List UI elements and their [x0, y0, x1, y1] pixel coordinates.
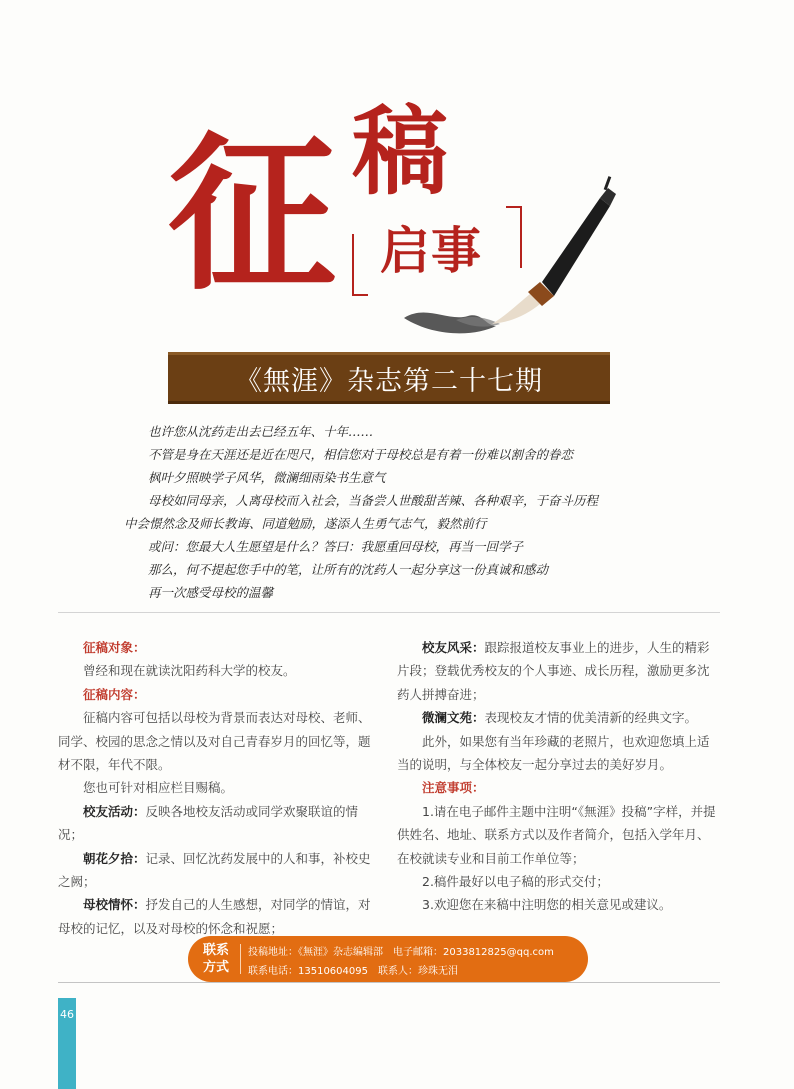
note-item: 2.稿件最好以电子稿的形式交付；: [422, 874, 609, 890]
text-alumni-activities: 反映各地校友活动或同学欢聚联谊的情况；: [58, 803, 359, 843]
title-char-zheng: 征: [168, 115, 332, 313]
section-alumni-profile: [397, 636, 719, 706]
section-memories: [58, 847, 372, 894]
poem-line: 母校如同母亲，人离母校而入社会，当备尝人世酸甜苦辣、各种艰辛，于奋斗历程: [148, 493, 599, 508]
section-head-notes: 注意事项：: [422, 780, 485, 796]
text-literary: 表现校友才情的优美清新的经典文字。: [484, 710, 698, 726]
contact-label: [198, 942, 234, 976]
poem-line: 也许您从沈药走出去已经五年、十年……: [148, 424, 374, 439]
text-memories: 记录、回忆沈药发展中的人和事，补校史之阙；: [58, 850, 371, 890]
section-alumni-activities: [58, 800, 372, 847]
section-head-target: 征稿对象：: [83, 640, 146, 655]
left-column: [58, 636, 372, 940]
brush-icon: [396, 176, 626, 346]
content-text-2: 您也可针对相应栏目赐稿。: [83, 780, 234, 796]
label-alma-mater: 母校情怀：: [83, 897, 146, 913]
note-item: 1.请在电子邮件主题中注明“《無涯》投稿”字样，并提供姓名、地址、联系方式以及作者简介，包括入学年月、在校就读专业和目前工作单位等；: [397, 803, 716, 866]
text-alma-mater: 抒发自己的人生感想，对同学的情谊，对母校的记忆，以及对母校的怀念和祝愿；: [58, 897, 371, 936]
intro-poem: [124, 420, 684, 604]
right-column: [397, 636, 719, 917]
extra-text: 此外，如果您有当年珍藏的老照片，也欢迎您填上适当的说明，与全体校友一起分享过去的美好岁月。: [397, 733, 710, 773]
label-alumni-activities: 校友活动：: [83, 803, 146, 819]
title-char-gao: 稿: [352, 95, 448, 208]
section-literary: [397, 706, 719, 729]
poem-line: 再一次感受母校的温馨: [148, 585, 274, 600]
label-alumni-profile: 校友风采：: [422, 640, 485, 655]
page-number: 46: [60, 1008, 74, 1021]
poem-line: 或问：您最大人生愿望是什么？答曰：我愿重回母校，再当一回学子: [148, 539, 524, 554]
contact-separator: [240, 944, 241, 974]
contact-bar: [188, 936, 588, 982]
divider-top: [58, 612, 720, 613]
divider-bottom: [58, 982, 720, 983]
issue-banner: 《無涯》杂志第二十七期: [168, 352, 610, 404]
label-literary: 微澜文苑：: [422, 710, 485, 726]
contact-address-email: 投稿地址：《無涯》杂志编辑部 电子邮箱：2033812825@qq.com: [248, 947, 554, 958]
section-alma-mater: [58, 893, 372, 940]
label-memories: 朝花夕拾：: [83, 850, 146, 866]
title-subtitle: 启事: [380, 221, 482, 280]
text-alumni-profile: 跟踪报道校友事业上的进步，人生的精彩片段；登载优秀校友的个人事迹、成长历程，激励更多沈药人拼搏奋进；: [397, 640, 710, 702]
poem-line: 中会憬然念及师长教诲、同道勉励，遂添人生勇气志气，毅然前行: [124, 516, 487, 531]
contact-label-line-1: 联系: [202, 943, 229, 958]
poem-line: 那么，何不提起您手中的笔，让所有的沈药人一起分享这一份真诚和感动: [148, 562, 549, 577]
poem-line: 枫叶夕照映学子风华，微澜细雨染书生意气: [148, 470, 386, 485]
contact-label-line-2: 方式: [202, 960, 229, 975]
target-text: 曾经和现在就读沈阳药科大学的校友。: [83, 663, 296, 679]
section-head-content: 征稿内容：: [83, 686, 146, 702]
note-item: 3.欢迎您在来稿中注明您的相关意见或建议。: [422, 897, 672, 913]
content-text: 征稿内容可包括以母校为背景而表达对母校、老师、同学、校园的思念之情以及对自己青春岁月的回忆等，题材不限，年代不限。: [58, 710, 371, 773]
title-bracket-left: [352, 234, 368, 296]
contact-phone-person: 联系电话：13510604095 联系人：珍珠无泪: [248, 966, 458, 977]
poem-line: 不管是身在天涯还是近在咫尺，相信您对于母校总是有着一份难以割舍的眷恋: [148, 447, 574, 462]
